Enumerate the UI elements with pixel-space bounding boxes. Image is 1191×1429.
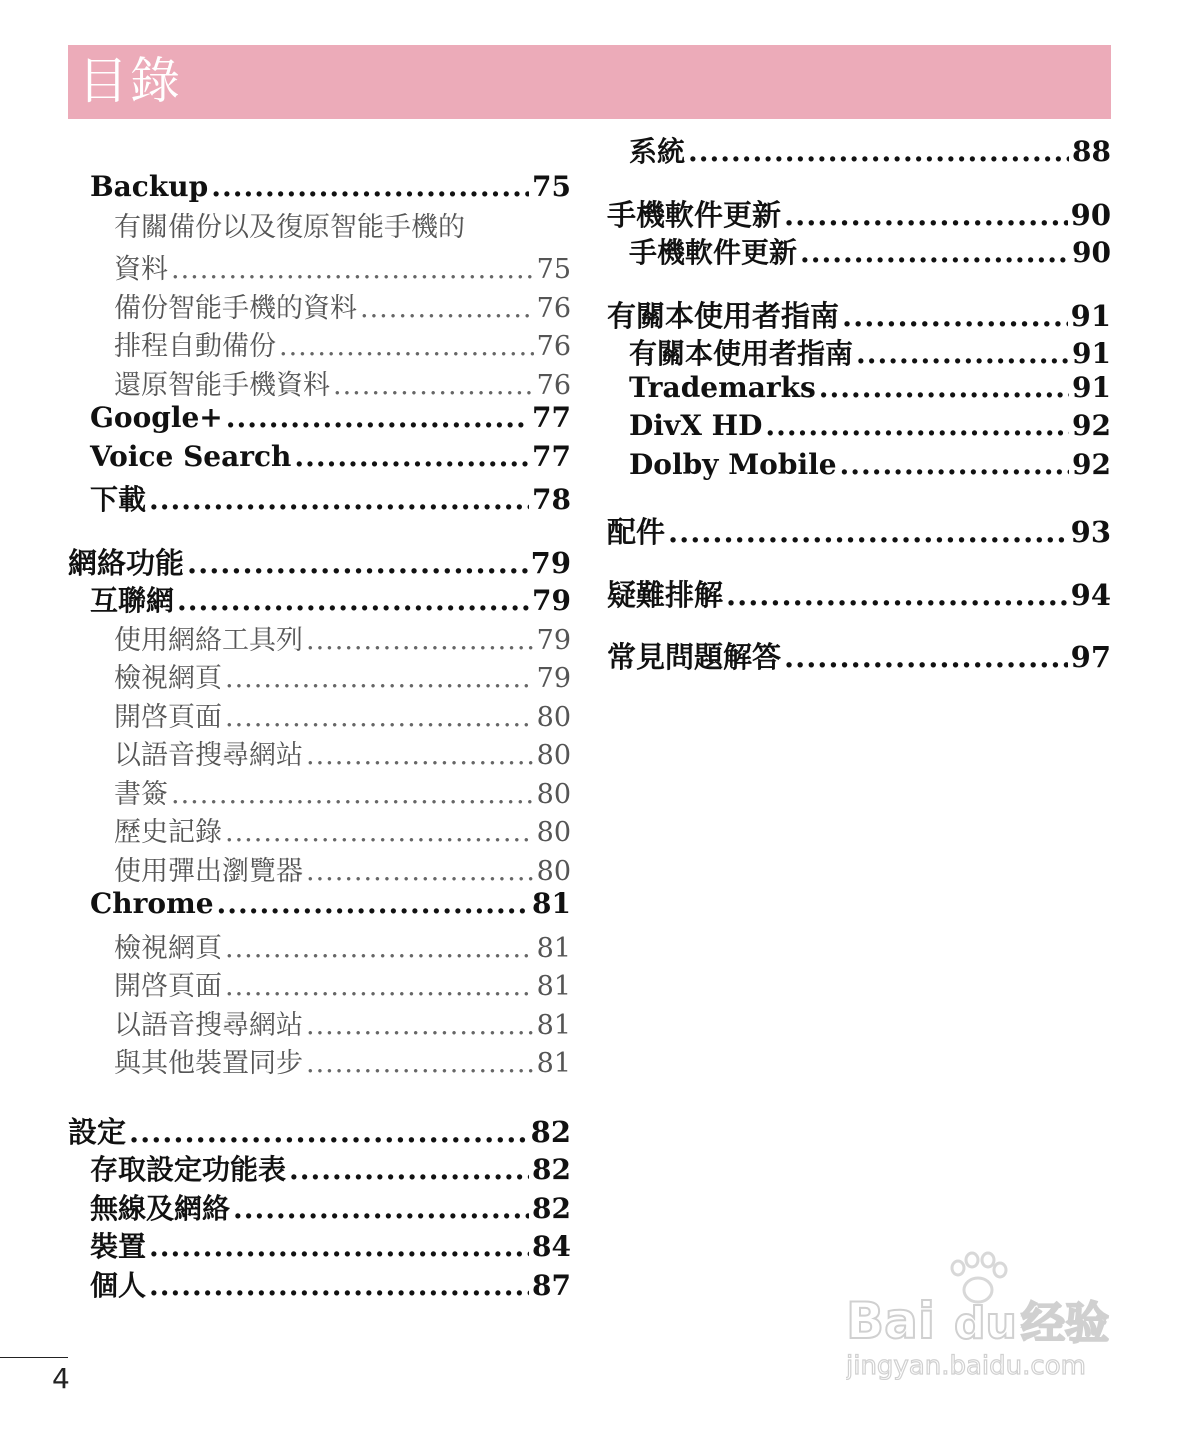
toc-leader-dots [187, 546, 528, 580]
toc-entry-page: 82 [532, 1153, 571, 1186]
toc-entry-title: DivX HD [629, 409, 763, 442]
toc-entry-page: 81 [532, 887, 571, 920]
toc-entry-title: 配件 [607, 515, 666, 549]
toc-entry-title: Voice Search [90, 439, 292, 473]
toc-entry-title: Google+ [90, 401, 223, 434]
toc-leader-dots [726, 578, 1068, 612]
toc-leader-dots [306, 1048, 534, 1079]
toc-entry-title: 檢視網頁 [114, 663, 222, 694]
toc-leader-dots [149, 1230, 529, 1263]
toc-spacer [607, 486, 1111, 510]
toc-leader-dots [333, 370, 534, 401]
page-title: 目錄 [78, 52, 182, 110]
toc-entry-page: 92 [1072, 447, 1111, 481]
toc-leader-dots [856, 337, 1069, 370]
toc-entry-title: 系統 [629, 135, 686, 168]
toc-entry-page: 80 [536, 778, 571, 810]
toc-leader-dots [129, 1115, 528, 1149]
toc-entry-page: 82 [530, 1114, 571, 1149]
toc-entry-title: 設定 [68, 1114, 127, 1149]
toc-entry[interactable] [68, 440, 571, 479]
toc-leader-dots [225, 971, 534, 1002]
toc-entry-title: 使用彈出瀏覽器 [114, 855, 303, 887]
toc-entry-page: 84 [532, 1230, 571, 1263]
toc-leader-dots [819, 371, 1069, 404]
toc-entry[interactable] [68, 1041, 571, 1080]
toc-entry[interactable] [68, 810, 571, 849]
toc-entry[interactable] [607, 231, 1111, 270]
toc-entry-title: 網絡功能 [68, 545, 185, 580]
toc-entry-page: 77 [532, 439, 571, 473]
toc-entry-page: 92 [1072, 409, 1111, 442]
toc-entry-page: 88 [1072, 135, 1111, 168]
toc-entry[interactable] [607, 332, 1111, 371]
toc-entry-title: 開啓頁面 [114, 971, 222, 1002]
toc-entry[interactable] [68, 1003, 571, 1042]
toc-entry-page: 94 [1070, 577, 1111, 612]
svg-text:du: du [954, 1298, 1017, 1349]
toc-entry-page: 87 [532, 1268, 571, 1302]
toc-leader-dots [149, 1269, 529, 1302]
toc-spacer [607, 549, 1111, 573]
toc-entry-page: 80 [536, 817, 571, 848]
toc-entry-title: 裝置 [90, 1230, 147, 1263]
toc-entry[interactable] [68, 401, 571, 440]
toc-entry-title: 下載 [90, 483, 147, 516]
toc-entry-page: 93 [1070, 515, 1111, 549]
toc-entry-page: 90 [1070, 197, 1111, 232]
toc-entry[interactable] [68, 478, 571, 517]
toc-entry-page: 80 [536, 855, 571, 887]
toc-entry-title: 書簽 [114, 778, 168, 810]
toc-entry-title: Chrome [90, 887, 214, 920]
toc-entry-page: 80 [536, 701, 571, 733]
toc-entry-page: 97 [1070, 640, 1111, 674]
toc-leader-dots [306, 856, 534, 887]
toc-leader-dots [226, 401, 529, 434]
toc-entry-title: 檢視網頁 [114, 932, 222, 964]
toc-entry[interactable] [68, 1110, 571, 1149]
toc-spacer [68, 517, 571, 541]
toc-leader-dots [177, 584, 529, 617]
toc-leader-dots [211, 170, 529, 203]
toc-entry[interactable] [68, 887, 571, 926]
toc-entry-title: 排程自動備份 [114, 331, 276, 362]
toc-entry[interactable] [68, 656, 571, 695]
toc-entry[interactable] [607, 573, 1111, 612]
toc-leader-dots [225, 817, 534, 848]
toc-leader-dots [225, 933, 534, 964]
toc-entry[interactable] [607, 635, 1111, 674]
toc-entry[interactable] [68, 1148, 571, 1187]
toc-entry[interactable] [607, 294, 1111, 333]
toc-leader-dots [294, 440, 529, 473]
toc-leader-dots [225, 702, 534, 733]
toc-leader-dots [306, 625, 534, 656]
toc-entry[interactable] [68, 695, 571, 734]
toc-leader-dots [306, 740, 534, 771]
svg-text:经验: 经验 [1021, 1298, 1109, 1349]
toc-leader-dots [233, 1192, 529, 1225]
toc-entry-title: 有關本使用者指南 [629, 337, 854, 370]
toc-entry-title: 以語音搜尋網站 [114, 1009, 303, 1041]
toc-entry-page: 79 [536, 663, 571, 694]
toc-leader-dots [840, 448, 1070, 481]
toc-entry-title: 還原智能手機資料 [114, 369, 330, 401]
toc-entry[interactable] [68, 541, 571, 580]
toc-entry-page: 90 [1072, 236, 1111, 269]
toc-entry-page: 91 [1070, 298, 1111, 333]
toc-entry-title: 歷史記錄 [114, 817, 222, 848]
toc-entry[interactable] [607, 371, 1111, 410]
toc-entry-title: Trademarks [629, 370, 816, 404]
toc-entry-page: 79 [530, 545, 571, 580]
toc-leader-dots [784, 640, 1068, 674]
toc-entry-page: 75 [536, 254, 571, 285]
toc-entry-page: 76 [536, 369, 571, 401]
toc-entry[interactable] [68, 363, 571, 402]
toc-entry-title: 有關本使用者指南 [607, 298, 840, 333]
toc-entry-title: 常見問題解答 [607, 640, 782, 674]
toc-entry[interactable] [68, 286, 571, 325]
toc-entry[interactable] [68, 618, 571, 657]
toc-entry-title: 開啓頁面 [114, 701, 222, 733]
header-band [68, 45, 1111, 119]
toc-leader-dots [800, 236, 1069, 269]
toc-entry-title: 備份智能手機的資料 [114, 292, 357, 324]
toc-entry-title: 有關備份以及復原智能手機的 [114, 211, 465, 243]
toc-left-column [68, 170, 571, 1302]
toc-leader-dots [842, 299, 1068, 333]
toc-entry[interactable] [68, 579, 571, 618]
toc-entry-title: 疑難排解 [607, 577, 724, 612]
toc-entry-title: 手機軟件更新 [607, 197, 782, 232]
toc-entry-page: 81 [536, 971, 571, 1002]
toc-entry-page: 82 [532, 1191, 571, 1225]
toc-entry-title: 互聯網 [90, 584, 175, 617]
toc-leader-dots [765, 409, 1069, 442]
toc-entry[interactable] [607, 448, 1111, 487]
toc-leader-dots [171, 779, 534, 810]
toc-entry[interactable] [68, 170, 571, 209]
toc-entry-title: 使用網絡工具列 [114, 624, 303, 656]
toc-spacer [607, 611, 1111, 635]
toc-leader-dots [225, 663, 534, 694]
toc-entry-title: 手機軟件更新 [629, 236, 798, 269]
toc-entry[interactable] [607, 130, 1111, 169]
toc-entry-title: 存取設定功能表 [90, 1153, 287, 1186]
toc-leader-dots [289, 1153, 529, 1186]
toc-leader-dots [279, 331, 534, 362]
toc-entry[interactable] [68, 247, 571, 286]
toc-leader-dots [217, 887, 530, 920]
toc-entry-page: 76 [536, 331, 571, 362]
footer-rule [0, 1357, 68, 1358]
toc-leader-dots [360, 293, 534, 324]
toc-leader-dots [171, 254, 534, 285]
toc-entry-page: 80 [536, 740, 571, 771]
toc-entry-page: 81 [536, 1009, 571, 1041]
toc-entry[interactable] [68, 1264, 571, 1303]
toc-entry-title: 以語音搜尋網站 [114, 740, 303, 771]
toc-entry-page: 79 [532, 584, 571, 617]
toc-entry-page: 79 [536, 624, 571, 656]
toc-leader-dots [784, 198, 1068, 232]
toc-entry[interactable] [68, 1225, 571, 1264]
toc-entry[interactable] [68, 926, 571, 965]
toc-entry-page: 81 [536, 1048, 571, 1079]
toc-spacer [68, 1080, 571, 1110]
toc-entry[interactable] [68, 772, 571, 811]
toc-entry[interactable] [607, 193, 1111, 232]
toc-leader-dots [688, 135, 1069, 168]
toc-entry-title: 與其他裝置同步 [114, 1048, 303, 1079]
toc-entry[interactable] [607, 510, 1111, 549]
toc-leader-dots [306, 1010, 534, 1041]
toc-spacer [607, 169, 1111, 193]
toc-entry-page: 91 [1072, 337, 1111, 370]
toc-entry[interactable] [68, 324, 571, 363]
svg-text:jingyan.baidu.com: jingyan.baidu.com [846, 1351, 1086, 1380]
toc-right-column [607, 130, 1111, 674]
toc-entry-title: 個人 [90, 1268, 147, 1302]
toc-entry-page: 75 [532, 170, 571, 203]
toc-entry-page: 81 [536, 932, 571, 964]
toc-spacer [607, 270, 1111, 294]
toc-entry-title: Backup [90, 170, 209, 203]
toc-entry-page: 91 [1072, 370, 1111, 404]
svg-text:Bai: Bai [846, 1292, 935, 1350]
toc-leader-dots [149, 483, 529, 516]
toc-entry-page: 78 [532, 483, 571, 516]
toc-entry[interactable] [68, 733, 571, 772]
toc-entry[interactable] [68, 1187, 571, 1226]
page-number: 4 [52, 1362, 70, 1395]
toc-leader-dots [668, 515, 1068, 549]
toc-entry-page: 76 [536, 292, 571, 324]
toc-entry-title: 資料 [114, 254, 168, 285]
toc-entry-title: 無線及網絡 [90, 1191, 231, 1225]
baidu-watermark-logo [846, 1250, 1121, 1380]
toc-entry[interactable] [607, 409, 1111, 448]
toc-entry[interactable] [68, 849, 571, 888]
toc-entry[interactable] [68, 964, 571, 1003]
toc-entry-title: Dolby Mobile [629, 447, 837, 481]
toc-entry-page: 77 [532, 401, 571, 434]
